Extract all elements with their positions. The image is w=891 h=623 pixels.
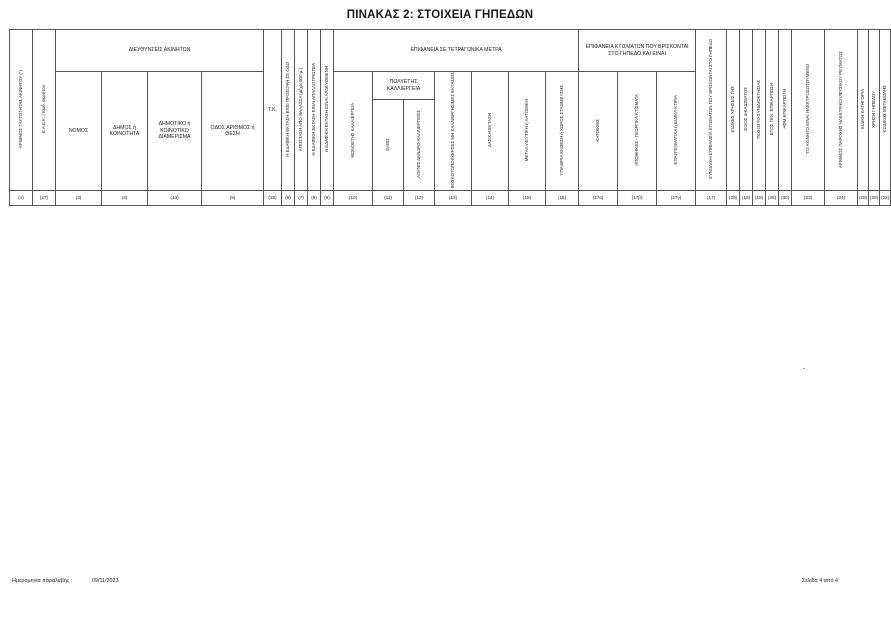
column-number-cell: (23)	[792, 191, 825, 206]
column-number-row	[10, 191, 891, 206]
column-number-cell: (17α)	[579, 191, 618, 206]
column-number-cell: (26)	[858, 191, 869, 206]
col-header-district: ΔΗΜΟΤΙΚΟ ή ΚΟΙΝΟΤΙΚΟ ΔΙΑΜΕΡΙΣΜΑ	[148, 72, 202, 191]
col-header-electrified: ΤΟ ΑΚΙΝΗΤΟ ΕΙΝΑΙ ΗΛΕΚΤΡΟΔΟΤΟΥΜΕΝΟ	[792, 30, 825, 191]
col-header-pasture: ΒΟΣΚΟΤΟΠΟΙ/ΧΕΡΣΕΣ ΜΗ ΚΑΛΛΙΕΡΓΗΣΙΜΕΣ ΕΚΤΑΣΕΙΣ	[435, 72, 472, 191]
column-number-cell: (25)	[264, 191, 282, 206]
column-number-cell: (9)	[321, 191, 334, 206]
column-number-cell: (18)	[740, 191, 753, 206]
col-header-ownership-share: ΠΟΣΟΣΤΟ ΣΥΝΙΔΙΟΚΤΗΣΙΑΣ	[753, 30, 766, 191]
footer-received	[12, 578, 119, 584]
col-header-mining: ΜΕΤΑΛ-ΛΕΥΤΙΚΗ ή ΛΑΤΟΜΙΚΗ	[509, 72, 546, 191]
group-header-buildings: ΕΠΙΦΑΝΕΙΑ ΚΤΙΣΜΑΤΩΝ ΠΟΥ ΒΡΙΣΚΟΝΤΑΙ ΣΤΟ ΓΗΠΕΔΟ ΚΑΙ ΕΙΝΑΙ	[579, 30, 696, 72]
col-header-annual-crop: ΜΟΝΟΕΤΗΣ ΚΑΛΛΙΕΡΓΕΙΑ	[334, 72, 373, 191]
column-number-cell: (10)	[334, 191, 373, 206]
col-header-municipality: ΔΗΜΟΣ ή ΚΟΙΝΟΤΗΤΑ	[102, 72, 148, 191]
page-number: Σελίδα 4 από 4	[801, 578, 838, 584]
properties-table	[9, 29, 891, 206]
column-number-cell: (17γ)	[657, 191, 696, 206]
column-number-cell: (8)	[308, 191, 321, 206]
col-header-professional-buildings: ΕΠΑΓΓΕΛΜΑΤΙΚΑ ή ΕΙΔΙΚΑ ΚΤΙΡΙΑ	[657, 72, 696, 191]
col-header-special-land-use: ΕΙΔΙΚΕΣ ΧΡΗΣΕΙΣ ΓΗΣ	[727, 30, 740, 191]
col-header-residences: ΚΑΤΟΙΚΙΕΣ	[579, 72, 618, 191]
column-number-cell: (4α)	[148, 191, 202, 206]
column-number-cell: (22)	[880, 191, 891, 206]
col-header-right-type: ΕΙΔΟΣ ΔΙΚΑΙΩΜΑΤΟΣ	[740, 30, 753, 191]
group-header-perennial: ΠΟΛΥΕΤΗΣ ΚΑΛΛΙΕΡΓΕΙΑ	[373, 72, 435, 100]
column-number-cell: (6)	[282, 191, 295, 206]
column-number-cell: (5)	[202, 191, 264, 206]
group-header-area: ΕΠΙΦΑΝΕΙΑ ΣΕ ΤΕΤΡΑΓΩΝΙΚΑ ΜΕΤΡΑ	[334, 30, 579, 72]
col-header-road-frontage: Η ΕΔΑΦΙΚΗ ΕΚΤΑΣΗ ΕΧΕΙ ΠΡΟΣΟΨΗ ΣΕ ΟΔΟ	[282, 30, 295, 191]
column-number-cell: (13)	[435, 191, 472, 206]
col-header-other-trees: ΛΟΙΠΕΣ ΔΕΝΔΡΟ-ΚΑΛΛΙΕΡΓΕΙΕΣ	[404, 100, 435, 191]
column-number-cell: (16)	[546, 191, 579, 206]
col-header-property-id: ΑΡΙΘΜΟΣ ΤΑΥΤΟΤΗΤΑΣ ΑΚΙΝΗΤΟΥ (*)	[10, 30, 33, 191]
column-number-cell: (3)	[56, 191, 102, 206]
column-number-cell: (1)	[10, 191, 33, 206]
column-number-cell: (4)	[102, 191, 148, 206]
col-header-plot-use: ΧΡΗΣΗ ΓΗΠΕΔΟΥ	[869, 30, 880, 191]
col-header-outdoor-parking: ΥΠΑΙΘΡΙΑ ΕΚΘΕΣΗ ή ΧΩΡΟΣ ΣΤΑΘΜΕΥΣΗΣ	[546, 72, 579, 191]
table-title: ΠΙΝΑΚΑΣ 2: ΣΤΟΙΧΕΙΑ ΓΗΠΕΔΩΝ	[346, 9, 534, 21]
column-number-cell: (12)	[404, 191, 435, 206]
received-date: 09/11/2023	[91, 578, 119, 584]
col-header-prefecture: ΝΟΜΟΣ	[56, 72, 102, 191]
column-number-cell: (19)	[753, 191, 766, 206]
column-number-cell: (11)	[373, 191, 404, 206]
column-number-cell: (14)	[472, 191, 509, 206]
group-header-addresses: ΔΙΕΥΘΥΝΣΕΙΣ ΑΚΙΝΗΤΩΝ	[56, 30, 264, 72]
col-header-usufruct-year: ΕΤΟΣ ΓΕΝ. ΕΠΙΚΑΡΠΩΣΗ	[766, 30, 779, 191]
col-header-total-building-area: ΣΥΝΟΛΙΚΗ ΕΠΙΦΑΝΕΙΑ ΚΤΙΣΜΑΤΩΝ ΠΟΥ ΒΡΙΣΚΟΝΤΑΙ ΣΤΟ ΓΗΠΕΔΟ	[696, 30, 727, 191]
column-number-cell: (17β)	[618, 191, 657, 206]
column-number-cell: (27)	[33, 191, 56, 206]
col-header-olives: ΕΛΙΕΣ	[373, 100, 404, 191]
col-header-postcode: Τ.Κ.	[264, 30, 282, 191]
col-header-expropriable: Η ΕΔΑΦΙΚΗ ΕΚΤΑΣΗ ΕΙΝΑΙ ΑΠΑΛΛΟΤΡΙΩΤΕΑ	[308, 30, 321, 191]
col-header-change-code: ΚΩΔΙΚΟΣ ΜΕΤΑΒΟΛΗΣ	[880, 30, 891, 191]
col-header-kaek: Κ.Α.Ε.Κ. / Κωδ. ακινήτου	[33, 30, 56, 191]
column-number-cell: (29)	[727, 191, 740, 206]
col-header-irrigated: Η ΕΔΑΦΙΚΗ ΕΚΤΑΣΗ ΕΙΝΑΙ ΑΡΔΕΥΟΜΕΝΗ	[321, 30, 334, 191]
column-number-cell: (30)	[779, 191, 792, 206]
column-number-cell: (28)	[766, 191, 779, 206]
column-number-cell: (17)	[696, 191, 727, 206]
col-header-street: ΟΔΟΣ ΑΡΙΘΜΟΣ ή ΘΕΣΗ	[202, 72, 264, 191]
column-number-cell: (24)	[825, 191, 858, 206]
col-header-usufruct-afm: ΑΦΜ ΕΠΙΚΑΡΠΩΤΗ	[779, 30, 792, 191]
col-header-forest: ΔΑΣΙΚΗ ΕΚΤΑΣΗ	[472, 72, 509, 191]
col-header-special-category: ΕΙΔΙΚΗ ΚΑΤΗΓΟΡΙΑ	[858, 30, 869, 191]
column-number-cell: (15)	[509, 191, 546, 206]
column-number-cell: (28)	[869, 191, 880, 206]
scan-speck	[803, 368, 805, 369]
col-header-supply-number: ΑΡΙΘΜΟΣ ΠΑΡΟΧΗΣ ΗΛΕΚΤΡΙΚΟΥ/ΦΥΣΙΚΟΥ ΡΕΥΜΑΤΟΣ	[825, 30, 858, 191]
col-header-sea-distance: ΑΠΟΣΤΑΣΗ ΑΠΟ ΘΑΛΑΣΣΑ (μέχρι 800 μ.)	[295, 30, 308, 191]
column-number-cell: (7)	[295, 191, 308, 206]
received-label: Ημερομηνία παραλαβής :	[12, 578, 73, 584]
col-header-warehouses: ΑΠΟΘΗΚΕΣ - ΓΕΩΡΓΙΚΑ ΚΤΙΣΜΑΤΑ	[618, 72, 657, 191]
